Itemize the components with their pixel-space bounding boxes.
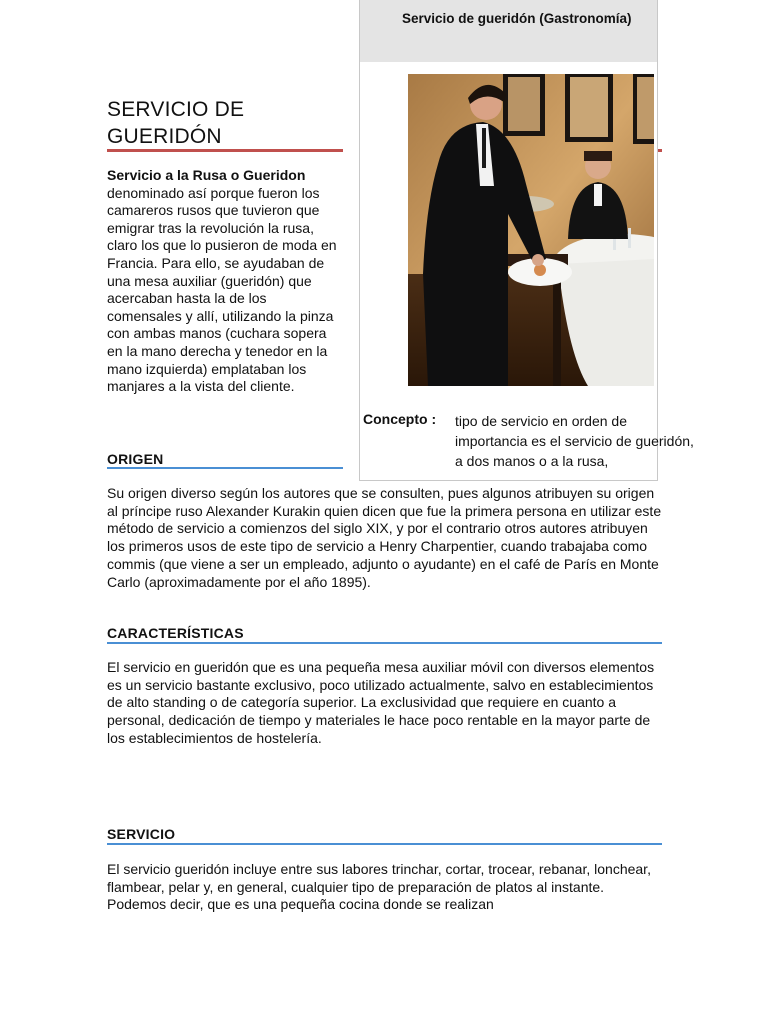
intro-text: denominado así porque fueron los camareros rusos que tuvieron que emigrar tras la revolución la rusa, claro los que lo pusieron de moda en Francia. Para ello, se ayudaban de una mesa auxiliar (gueridón) que acercaban hasta la de los comensales y allí, utilizando la pinza con ambas manos (cuchara sopera en la mano derecha y tenedor en la mano izquierda) emplataban los manjares a la vista del cliente. [107, 184, 337, 395]
section-heading-caracteristicas: CARACTERÍSTICAS [107, 625, 244, 641]
infobox-title: Servicio de gueridón (Gastronomía) [402, 11, 632, 26]
section-heading-servicio: SERVICIO [107, 826, 176, 842]
infobox-header [360, 0, 657, 62]
section-heading-origen: ORIGEN [107, 451, 164, 467]
intro-paragraph [107, 167, 345, 396]
title-underline [107, 149, 343, 152]
section-paragraph-origen: Su origen diverso según los autores que se consulten, pues algunos atribuyen su origen al príncipe ruso Alexander Kurakin quien dicen que fue la primera persona en utilizar este método de servicio a comienzos del siglo XIX, y por el contrario otros autores atribuyen los primeros usos de este tipo de servicio a Henry Charpentier, cuando trabajaba como commis (que viene a ser un empleado, adjunto o ayudante) en el café de París en Monte Carlo (aproximadamente por el año 1895). [107, 485, 662, 590]
concept-label: Concepto : [363, 411, 437, 427]
section-rule-servicio [107, 843, 662, 845]
intro-bold-term: Servicio a la Rusa o Gueridon [107, 167, 306, 183]
concept-text: tipo de servicio en orden de importancia es el servicio de gueridón, a dos manos o a la rusa, [455, 413, 694, 469]
section-paragraph-caracteristicas: El servicio en gueridón que es una pequeña mesa auxiliar móvil con diversos elementos es un servicio bastante exclusivo, poco utilizado actualmente, salvo en establecimientos de alto standing o de categoría superior. La exclusividad que requiere en cuanto a personal, dedicación de tiempo y materiales le hace poco rentable en la mayor parte de los establecimientos de hostelería. [107, 659, 655, 746]
infobox [359, 0, 694, 481]
section-paragraph-servicio: El servicio gueridón incluye entre sus labores trinchar, cortar, trocear, rebanar, lonchear, flambear, pelar y, en general, cualquier tipo de preparación de platos al instante. Podemos decir, que es una pequeña cocina donde se realizan [107, 861, 651, 913]
section-rule-caracteristicas [107, 642, 662, 644]
page-title: SERVICIO DE GUERIDÓN [107, 98, 245, 148]
section-rule-origen [107, 467, 343, 469]
gueridon-service-photo [408, 74, 654, 386]
